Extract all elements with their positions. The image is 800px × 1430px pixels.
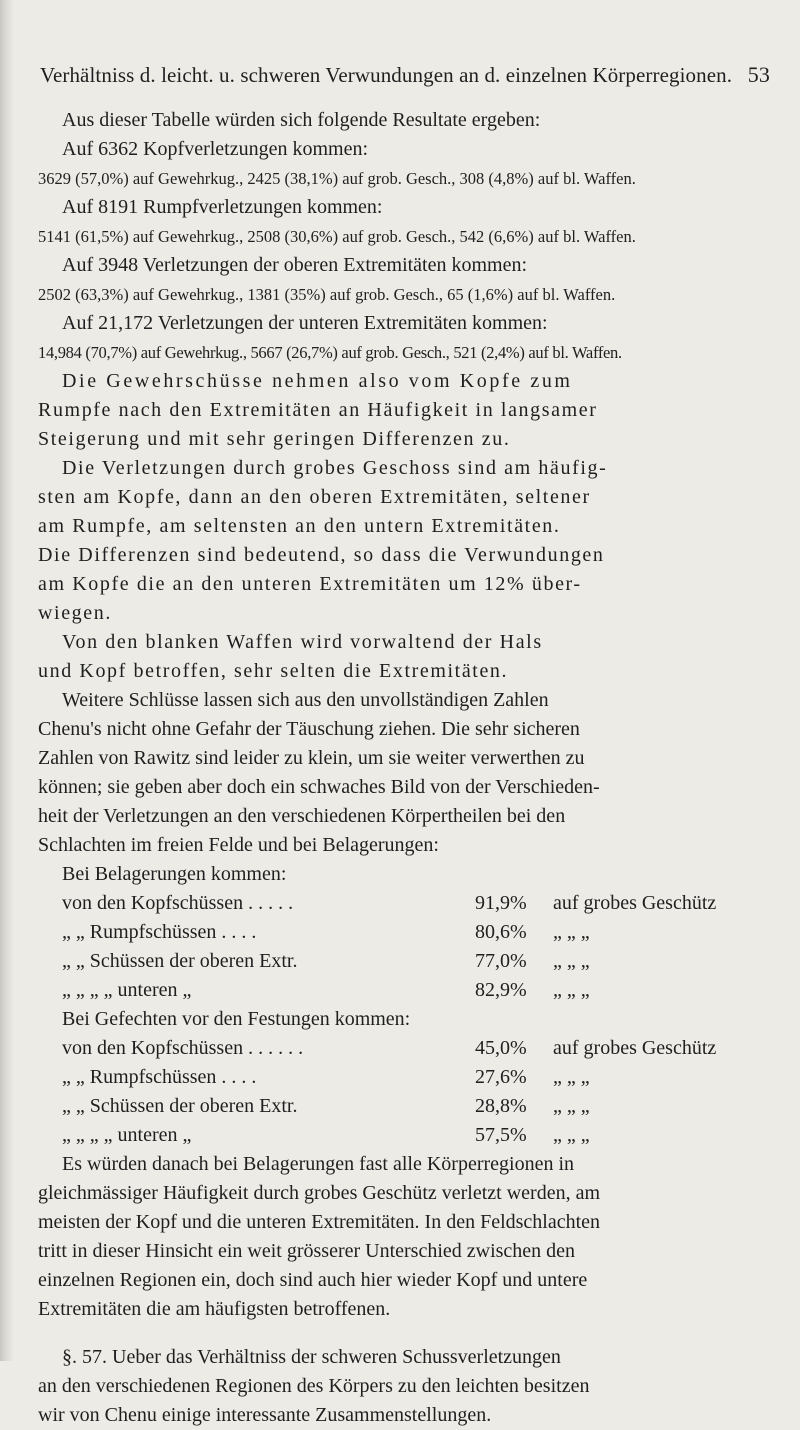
section-57-paragraph <box>38 1343 778 1430</box>
running-head-title: Verhältniss d. leicht. u. schweren Verwundungen an d. einzelnen Körperregionen. <box>40 63 733 87</box>
row-value: 91,9% <box>475 892 527 914</box>
text-line: Auf 8191 Rumpfverletzungen kommen: <box>62 196 383 218</box>
body-paragraph <box>38 686 778 860</box>
text-line: meisten der Kopf und die unteren Extremitäten. In den Feldschlachten <box>38 1211 601 1233</box>
table-row <box>62 1121 778 1150</box>
text-line: können; sie geben aber doch ein schwaches Bild von der Verschieden- <box>38 776 600 798</box>
row-label: „ „ Schüssen der oberen Extr. <box>62 950 298 972</box>
text-line: §. 57. Ueber das Verhältniss der schweren Schussverletzungen <box>62 1346 561 1368</box>
text-line: an den verschiedenen Regionen des Körpers zu den leichten besitzen <box>38 1375 590 1397</box>
text-line: 5141 (61,5%) auf Gewehrkug., 2508 (30,6%) auf grob. Gesch., 542 (6,6%) auf bl. Waffen. <box>38 227 636 246</box>
table-row <box>62 1063 778 1092</box>
page-body <box>38 106 778 1430</box>
row-dest: „ „ „ <box>553 979 590 1001</box>
text-line: einzelnen Regionen ein, doch sind auch hier wieder Kopf und untere <box>38 1269 588 1291</box>
text-line: Steigerung und mit sehr geringen Differenzen zu. <box>38 428 511 450</box>
text-line: gleichmässiger Häufigkeit durch grobes Geschütz verletzt werden, am <box>38 1182 601 1204</box>
text-line: Auf 3948 Verletzungen der oberen Extremitäten kommen: <box>62 254 528 276</box>
emphasis-paragraph <box>38 454 778 628</box>
text-line: Rumpfe nach den Extremitäten an Häufigkeit in langsamer <box>38 399 598 421</box>
text-line: Die Gewehrschüsse nehmen also vom Kopfe zum <box>62 370 573 392</box>
text-line: Extremitäten die am häufigsten betroffenen. <box>38 1298 391 1320</box>
text-line: wir von Chenu einige interessante Zusammenstellungen. <box>38 1404 492 1426</box>
text-line: 2502 (63,3%) auf Gewehrkug., 1381 (35%) auf grob. Gesch., 65 (1,6%) auf bl. Waffen. <box>38 285 616 304</box>
table-row <box>62 976 778 1005</box>
table-row <box>62 889 778 918</box>
text-line: sten am Kopfe, dann an den oberen Extremitäten, seltener <box>38 486 591 508</box>
table-heading: Bei Gefechten vor den Festungen kommen: <box>62 1008 411 1030</box>
row-value: 27,6% <box>475 1066 527 1088</box>
row-value: 45,0% <box>475 1037 527 1059</box>
fortress-table <box>38 1005 778 1150</box>
body-paragraph <box>38 1150 778 1324</box>
text-line: und Kopf betroffen, sehr selten die Extremitäten. <box>38 660 509 682</box>
text-line: am Kopfe die an den unteren Extremitäten um 12% über- <box>38 573 582 595</box>
text-line: tritt in dieser Hinsicht ein weit grösserer Unterschied zwischen den <box>38 1240 576 1262</box>
text-line: Aus dieser Tabelle würden sich folgende Resultate ergeben: <box>62 109 541 131</box>
row-dest: „ „ „ <box>553 921 590 943</box>
text-line: am Rumpfe, am seltensten an den untern Extremitäten. <box>38 515 561 537</box>
table-row <box>62 947 778 976</box>
text-line: 3629 (57,0%) auf Gewehrkug., 2425 (38,1%) auf grob. Gesch., 308 (4,8%) auf bl. Waffen. <box>38 169 636 188</box>
row-label: von den Kopfschüssen . . . . . <box>62 892 294 914</box>
text-line: Weitere Schlüsse lassen sich aus den unvollständigen Zahlen <box>62 689 549 711</box>
results-paragraph <box>38 106 778 367</box>
row-value: 80,6% <box>475 921 527 943</box>
row-label: „ „ Schüssen der oberen Extr. <box>62 1095 298 1117</box>
text-line: Die Verletzungen durch grobes Geschoss sind am häufig- <box>62 457 608 479</box>
row-label: „ „ „ „ unteren „ <box>62 1124 192 1146</box>
table-heading: Bei Belagerungen kommen: <box>62 863 287 885</box>
row-label: „ „ Rumpfschüssen . . . . <box>62 1066 257 1088</box>
text-line: Von den blanken Waffen wird vorwaltend der Hals <box>62 631 543 653</box>
text-line: Die Differenzen sind bedeutend, so dass die Verwundungen <box>38 544 605 566</box>
row-dest: „ „ „ <box>553 1124 590 1146</box>
running-head <box>40 62 770 88</box>
row-dest: „ „ „ <box>553 950 590 972</box>
emphasis-paragraph <box>38 367 778 454</box>
text-line: Es würden danach bei Belagerungen fast alle Körperregionen in <box>62 1153 575 1175</box>
text-line: Auf 21,172 Verletzungen der unteren Extremitäten kommen: <box>62 312 548 334</box>
text-line: Auf 6362 Kopfverletzungen kommen: <box>62 138 369 160</box>
row-label: „ „ „ „ unteren „ <box>62 979 192 1001</box>
text-line: heit der Verletzungen an den verschiedenen Körpertheilen bei den <box>38 805 566 827</box>
table-row <box>62 1092 778 1121</box>
row-value: 28,8% <box>475 1095 527 1117</box>
text-line: Zahlen von Rawitz sind leider zu klein, um sie weiter verwerthen zu <box>38 747 585 769</box>
text-line: wiegen. <box>38 602 112 624</box>
text-line: Schlachten im freien Felde und bei Belagerungen: <box>38 834 439 856</box>
table-row <box>62 1034 778 1063</box>
text-line: Chenu's nicht ohne Gefahr der Täuschung ziehen. Die sehr sicheren <box>38 718 580 740</box>
row-label: von den Kopfschüssen . . . . . . <box>62 1037 304 1059</box>
row-value: 57,5% <box>475 1124 527 1146</box>
row-dest: auf grobes Geschütz <box>553 1037 717 1059</box>
row-label: „ „ Rumpfschüssen . . . . <box>62 921 257 943</box>
row-value: 77,0% <box>475 950 527 972</box>
page-number: 53 <box>747 62 770 87</box>
emphasis-paragraph <box>38 628 778 686</box>
table-row <box>62 918 778 947</box>
row-value: 82,9% <box>475 979 527 1001</box>
text-line: 14,984 (70,7%) auf Gewehrkug., 5667 (26,7%) auf grob. Gesch., 521 (2,4%) auf bl. Waffen. <box>38 343 622 362</box>
page-binding-edge <box>0 0 14 1361</box>
row-dest: „ „ „ <box>553 1095 590 1117</box>
row-dest: auf grobes Geschütz <box>553 892 717 914</box>
row-dest: „ „ „ <box>553 1066 590 1088</box>
sieges-table <box>38 860 778 1005</box>
